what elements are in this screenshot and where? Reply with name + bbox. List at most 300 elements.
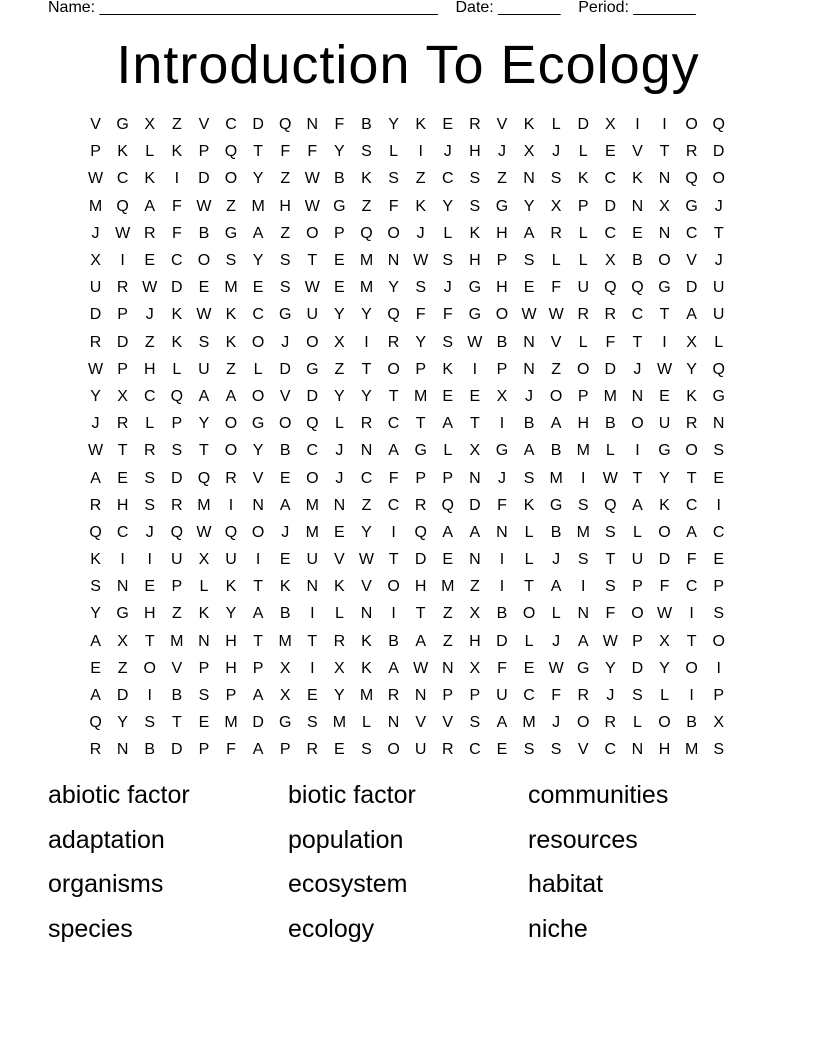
grid-letter: J <box>552 714 561 732</box>
grid-letter: E <box>279 551 291 569</box>
grid-letter: E <box>117 469 128 487</box>
grid-letter: N <box>387 252 400 270</box>
grid-letter: S <box>469 170 481 188</box>
grid-letter: Z <box>442 605 453 623</box>
grid-letter: B <box>496 333 508 351</box>
grid-letter: Y <box>388 279 399 297</box>
grid-letter: R <box>604 306 617 324</box>
grid-letter: J <box>443 279 452 297</box>
grid-letter: R <box>550 224 562 242</box>
grid-letter: N <box>631 197 644 215</box>
grid-letter: U <box>658 415 671 433</box>
grid-letter: Q <box>116 197 129 215</box>
grid-letter: C <box>116 523 129 541</box>
grid-letter: D <box>685 279 698 297</box>
grid-letter: S <box>577 496 589 514</box>
grid-letter: T <box>307 632 318 650</box>
grid-letter: J <box>335 442 344 460</box>
grid-letter: M <box>170 632 184 650</box>
grid-letter: P <box>171 578 183 596</box>
grid-letter: X <box>604 116 616 134</box>
grid-letter: N <box>360 605 373 623</box>
grid-letter: E <box>198 714 210 732</box>
grid-letter: A <box>252 605 264 623</box>
grid-letter: E <box>442 387 454 405</box>
grid-letter: Z <box>334 360 345 378</box>
grid-letter: Y <box>361 387 372 405</box>
grid-letter: S <box>523 741 535 759</box>
grid-letter: C <box>631 306 644 324</box>
grid-letter: J <box>145 523 154 541</box>
grid-letter: R <box>387 333 400 351</box>
grid-letter: S <box>144 469 156 487</box>
grid-letter: O <box>224 442 238 460</box>
grid-letter: S <box>279 279 291 297</box>
grid-letter: A <box>686 306 697 324</box>
grid-letter: G <box>414 442 427 460</box>
grid-letter: E <box>713 469 725 487</box>
grid-letter: K <box>415 197 426 215</box>
grid-letter: B <box>198 224 210 242</box>
grid-letter: W <box>548 306 564 324</box>
grid-letter: Y <box>334 306 345 324</box>
grid-letter: I <box>499 415 505 433</box>
grid-letter: I <box>391 605 396 623</box>
grid-letter: I <box>635 442 640 460</box>
grid-letter: D <box>658 551 671 569</box>
grid-letter: R <box>577 687 590 705</box>
grid-row <box>82 138 738 165</box>
grid-letter: S <box>550 741 562 759</box>
grid-letter: F <box>442 306 453 324</box>
grid-letter: P <box>198 143 210 161</box>
grid-letter: F <box>497 659 507 677</box>
grid-letter: C <box>685 578 698 596</box>
grid-letter: I <box>147 687 152 705</box>
grid-letter: A <box>388 442 399 460</box>
word-bank-item: organisms <box>48 870 164 898</box>
grid-letter: R <box>685 143 698 161</box>
grid-letter: U <box>496 687 508 705</box>
grid-letter: S <box>361 741 372 759</box>
grid-letter: P <box>632 578 643 596</box>
grid-letter: A <box>469 523 481 541</box>
grid-letter: L <box>605 442 615 460</box>
grid-letter: W <box>656 605 673 623</box>
grid-row <box>82 600 738 627</box>
grid-letter: V <box>577 741 589 759</box>
grid-letter: D <box>604 197 617 215</box>
grid-letter: X <box>117 632 128 650</box>
grid-letter: G <box>658 279 671 297</box>
grid-letter: A <box>496 714 508 732</box>
grid-letter: K <box>361 659 372 677</box>
grid-letter: V <box>334 551 345 569</box>
grid-letter: Y <box>252 252 264 270</box>
grid-letter: X <box>334 659 345 677</box>
grid-letter: E <box>523 279 535 297</box>
grid-letter: O <box>306 469 319 487</box>
grid-letter: T <box>605 551 616 569</box>
grid-letter: O <box>224 415 238 433</box>
grid-letter: P <box>171 415 183 433</box>
grid-letter: D <box>171 279 183 297</box>
grid-letter: W <box>87 442 104 460</box>
grid-letter: S <box>442 333 454 351</box>
grid-letter: A <box>442 523 454 541</box>
grid-letter: S <box>632 687 643 705</box>
grid-letter: W <box>87 360 104 378</box>
grid-letter: B <box>171 687 183 705</box>
grid-letter: K <box>90 551 101 569</box>
grid-letter: X <box>659 632 670 650</box>
grid-letter: H <box>469 632 481 650</box>
grid-letter: J <box>91 415 100 433</box>
word-bank-item: ecosystem <box>288 870 408 898</box>
grid-letter: A <box>550 578 562 596</box>
grid-letter: U <box>712 306 725 324</box>
grid-letter: D <box>116 333 129 351</box>
grid-letter: F <box>334 116 345 134</box>
grid-letter: R <box>577 306 590 324</box>
grid-letter: O <box>251 333 265 351</box>
grid-letter: O <box>387 360 400 378</box>
grid-letter: X <box>198 551 210 569</box>
grid-letter: G <box>224 224 238 242</box>
grid-letter: W <box>196 306 212 324</box>
grid-letter: P <box>577 197 589 215</box>
grid-letter: E <box>496 741 508 759</box>
grid-letter: S <box>388 170 399 188</box>
grid-letter: Q <box>89 523 102 541</box>
grid-letter: Q <box>360 224 373 242</box>
grid-letter: N <box>306 578 319 596</box>
grid-letter: R <box>306 741 319 759</box>
grid-letter: T <box>253 143 263 161</box>
grid-letter: B <box>279 605 291 623</box>
grid-letter: R <box>604 714 617 732</box>
grid-letter: R <box>414 496 427 514</box>
grid-letter: E <box>334 279 345 297</box>
grid-letter: D <box>171 469 183 487</box>
grid-letter: M <box>224 714 238 732</box>
grid-letter: U <box>306 306 319 324</box>
grid-letter: I <box>418 143 423 161</box>
grid-letter: Q <box>685 170 698 188</box>
grid-letter: O <box>658 714 671 732</box>
grid-letter: C <box>360 469 373 487</box>
grid-letter: E <box>279 469 291 487</box>
grid-letter: V <box>632 143 643 161</box>
grid-letter: Z <box>171 605 182 623</box>
grid-letter: P <box>415 360 426 378</box>
grid-letter: P <box>117 360 128 378</box>
grid-letter: G <box>685 197 698 215</box>
grid-letter: N <box>523 360 535 378</box>
grid-letter: E <box>632 224 643 242</box>
grid-letter: S <box>550 170 562 188</box>
grid-letter: F <box>551 279 562 297</box>
grid-letter: L <box>389 143 399 161</box>
grid-letter: T <box>659 143 670 161</box>
grid-row <box>82 356 738 383</box>
grid-letter: Y <box>90 605 101 623</box>
grid-letter: L <box>578 224 588 242</box>
grid-letter: P <box>496 360 508 378</box>
grid-letter: D <box>252 116 264 134</box>
grid-letter: N <box>116 741 129 759</box>
grid-letter: L <box>253 360 263 378</box>
grid-letter: C <box>116 170 129 188</box>
grid-letter: O <box>306 224 319 242</box>
grid-letter: F <box>605 333 616 351</box>
grid-letter: J <box>497 469 506 487</box>
grid-letter: D <box>469 496 481 514</box>
grid-row <box>82 247 738 274</box>
grid-letter: Y <box>90 387 101 405</box>
grid-letter: Q <box>604 279 617 297</box>
grid-letter: B <box>632 252 643 270</box>
grid-letter: W <box>115 224 131 242</box>
grid-letter: F <box>307 143 318 161</box>
grid-letter: S <box>144 714 156 732</box>
grid-letter: G <box>495 442 509 460</box>
grid-letter: T <box>632 333 643 351</box>
grid-letter: J <box>497 143 506 161</box>
grid-letter: O <box>549 387 563 405</box>
grid-letter: H <box>496 279 508 297</box>
grid-letter: Y <box>225 605 237 623</box>
word-bank-item: abiotic factor <box>48 781 190 809</box>
grid-letter: N <box>658 224 671 242</box>
grid-letter: M <box>88 197 103 215</box>
grid-letter: S <box>442 252 454 270</box>
grid-row <box>82 736 738 763</box>
grid-letter: J <box>281 333 290 351</box>
grid-letter: T <box>632 469 643 487</box>
grid-row <box>82 220 738 247</box>
grid-letter: K <box>198 605 210 623</box>
grid-letter: O <box>306 333 319 351</box>
grid-letter: N <box>469 469 481 487</box>
grid-letter: E <box>252 279 264 297</box>
grid-letter: I <box>120 551 125 569</box>
grid-letter: Y <box>334 387 345 405</box>
grid-letter: Q <box>631 279 644 297</box>
grid-letter: M <box>251 197 265 215</box>
grid-letter: S <box>361 143 372 161</box>
grid-letter: P <box>442 469 454 487</box>
grid-letter: N <box>360 442 373 460</box>
grid-letter: F <box>388 469 399 487</box>
grid-letter: D <box>116 687 129 705</box>
grid-letter: H <box>469 252 481 270</box>
grid-letter: L <box>578 143 588 161</box>
grid-letter: O <box>577 714 590 732</box>
grid-letter: Y <box>415 333 426 351</box>
grid-letter: H <box>496 224 508 242</box>
word-bank <box>48 780 768 958</box>
grid-letter: Y <box>388 116 399 134</box>
grid-letter: O <box>522 605 536 623</box>
grid-letter: C <box>604 170 617 188</box>
grid-letter: O <box>143 659 156 677</box>
grid-letter: Q <box>224 143 238 161</box>
grid-letter: S <box>713 741 725 759</box>
grid-letter: O <box>658 252 671 270</box>
grid-letter: T <box>144 632 155 650</box>
word-bank-item: niche <box>528 914 588 943</box>
grid-letter: V <box>171 659 183 677</box>
grid-letter: V <box>496 116 508 134</box>
grid-letter: D <box>306 387 319 405</box>
grid-letter: I <box>689 605 694 623</box>
grid-letter: Y <box>334 143 345 161</box>
grid-letter: H <box>143 605 156 623</box>
grid-letter: T <box>171 714 182 732</box>
grid-letter: I <box>310 659 315 677</box>
grid-letter: C <box>685 496 698 514</box>
grid-letter: O <box>387 741 400 759</box>
grid-letter: J <box>714 197 723 215</box>
grid-letter: U <box>414 741 427 759</box>
grid-letter: H <box>116 496 129 514</box>
grid-letter: Y <box>361 523 372 541</box>
grid-letter: E <box>334 523 345 541</box>
grid-letter: R <box>387 687 400 705</box>
grid-letter: S <box>713 442 725 460</box>
grid-letter: O <box>712 170 725 188</box>
grid-letter: Z <box>469 578 480 596</box>
grid-letter: O <box>224 170 238 188</box>
grid-letter: V <box>442 714 454 732</box>
grid-letter: O <box>685 659 698 677</box>
grid-letter: K <box>523 496 535 514</box>
grid-letter: L <box>660 687 669 705</box>
grid-letter: E <box>469 387 481 405</box>
grid-row <box>82 193 738 220</box>
grid-letter: E <box>523 659 535 677</box>
grid-letter: A <box>442 415 454 433</box>
grid-letter: Z <box>551 360 562 378</box>
grid-letter: J <box>552 632 561 650</box>
grid-letter: G <box>306 360 319 378</box>
grid-letter: N <box>523 333 535 351</box>
grid-letter: C <box>252 306 264 324</box>
grid-letter: D <box>252 714 264 732</box>
grid-letter: N <box>631 387 644 405</box>
grid-letter: A <box>198 387 210 405</box>
grid-letter: S <box>198 333 210 351</box>
grid-letter: X <box>550 197 562 215</box>
grid-letter: W <box>304 170 320 188</box>
grid-letter: M <box>359 687 374 705</box>
grid-letter: R <box>143 442 156 460</box>
grid-letter: E <box>442 551 454 569</box>
grid-letter: T <box>307 252 318 270</box>
grid-letter: P <box>279 741 291 759</box>
grid-letter: J <box>335 469 344 487</box>
grid-letter: G <box>251 415 265 433</box>
grid-letter: B <box>334 170 345 188</box>
grid-letter: B <box>550 523 562 541</box>
grid-letter: G <box>468 306 482 324</box>
grid-letter: S <box>604 578 616 596</box>
grid-letter: E <box>334 252 345 270</box>
grid-letter: H <box>225 659 237 677</box>
grid-letter: T <box>388 387 399 405</box>
grid-letter: E <box>713 551 725 569</box>
grid-letter: B <box>496 605 508 623</box>
grid-row <box>82 546 738 573</box>
grid-letter: T <box>659 306 670 324</box>
grid-letter: J <box>714 252 723 270</box>
grid-letter: S <box>469 197 481 215</box>
grid-letter: S <box>171 442 183 460</box>
grid-letter: Z <box>171 116 182 134</box>
grid-letter: L <box>524 523 534 541</box>
grid-letter: N <box>198 632 210 650</box>
grid-letter: L <box>551 116 561 134</box>
grid-letter: J <box>525 387 534 405</box>
grid-letter: A <box>415 632 426 650</box>
grid-row <box>82 492 738 519</box>
grid-letter: X <box>469 659 481 677</box>
grid-letter: W <box>196 197 212 215</box>
grid-letter: H <box>143 360 156 378</box>
grid-letter: M <box>224 279 238 297</box>
grid-letter: L <box>551 252 561 270</box>
grid-letter: Y <box>334 687 345 705</box>
grid-letter: C <box>469 741 481 759</box>
grid-letter: O <box>631 415 644 433</box>
grid-row <box>82 682 738 709</box>
grid-letter: U <box>631 551 644 569</box>
grid-letter: F <box>497 496 507 514</box>
grid-letter: K <box>171 333 183 351</box>
grid-letter: S <box>415 279 426 297</box>
grid-letter: P <box>415 469 426 487</box>
grid-letter: F <box>415 306 426 324</box>
grid-letter: I <box>689 687 694 705</box>
grid-letter: V <box>686 252 697 270</box>
word-bank-item: communities <box>528 781 669 809</box>
grid-letter: H <box>279 197 291 215</box>
grid-letter: J <box>145 306 154 324</box>
grid-row <box>82 437 738 464</box>
grid-letter: J <box>443 143 452 161</box>
grid-letter: O <box>685 442 698 460</box>
grid-letter: L <box>632 714 642 732</box>
grid-letter: Z <box>280 170 291 188</box>
grid-letter: K <box>632 170 643 188</box>
grid-letter: K <box>225 333 237 351</box>
grid-letter: A <box>252 741 264 759</box>
word-bank-item: biotic factor <box>288 781 416 809</box>
grid-letter: Z <box>415 170 426 188</box>
grid-letter: L <box>524 632 534 650</box>
grid-letter: G <box>278 306 292 324</box>
grid-letter: K <box>279 578 291 596</box>
grid-row <box>82 628 738 655</box>
grid-letter: S <box>577 551 589 569</box>
grid-row <box>82 410 738 437</box>
grid-letter: F <box>659 578 670 596</box>
grid-letter: Y <box>659 659 670 677</box>
grid-letter: C <box>387 496 400 514</box>
grid-letter: I <box>499 578 505 596</box>
grid-letter: Q <box>170 387 184 405</box>
